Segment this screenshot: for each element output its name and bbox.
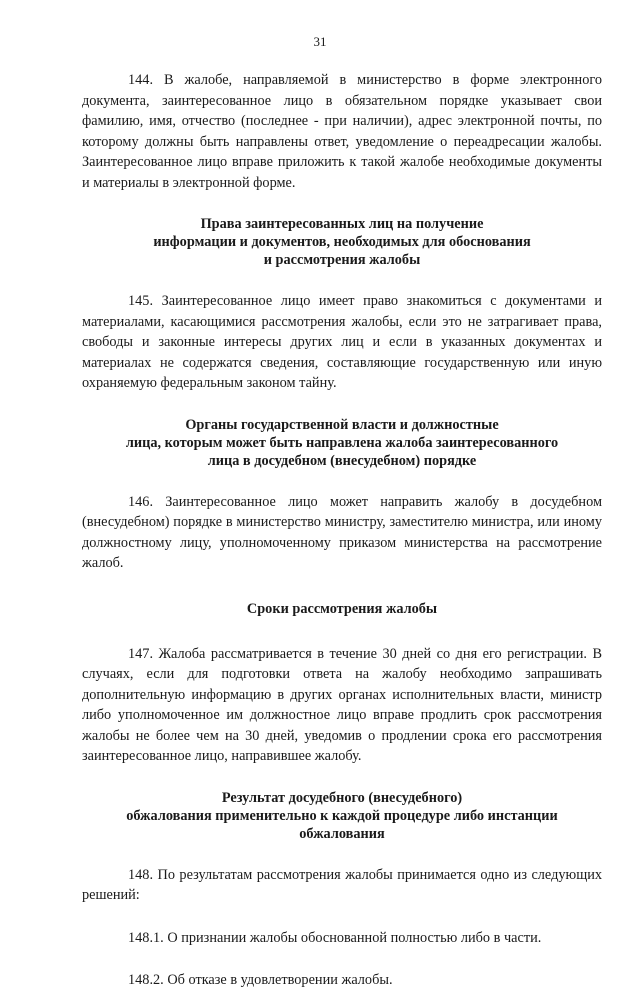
document-body	[82, 70, 602, 991]
heading-line: информации и документов, необходимых для обоснования	[153, 234, 531, 250]
heading-line: обжалования	[299, 825, 385, 842]
paragraph-145: 145. Заинтересованное лицо имеет право знакомиться с документами и материалами, касающимися рассмотрения жалобы, если это не затрагивает права, свободы и законные интересы других лиц и если в указанных документах и материалах не содержатся сведения, составляющие государственную или иную охраняемую федеральным законом тайну.	[82, 293, 602, 391]
heading-rights-to-information	[82, 215, 602, 269]
heading-line: Сроки рассмотрения жалобы	[246, 600, 438, 617]
heading-line: и рассмотрения жалобы	[263, 252, 421, 268]
heading-line: Права заинтересованных лиц на получение	[200, 216, 484, 232]
paragraph-148-1: 148.1. О признании жалобы обоснованной полностью либо в части.	[128, 929, 542, 946]
paragraph-148-2: 148.2. Об отказе в удовлетворении жалобы.	[128, 972, 393, 988]
page-number: 31	[313, 34, 327, 49]
heading-authorities	[82, 416, 602, 470]
heading-line: обжалования применительно к каждой процедуре либо инстанции	[126, 807, 558, 824]
heading-line: лица, которым может быть направлена жалоба заинтересованного	[125, 434, 559, 451]
paragraph-144: 144. В жалобе, направляемой в министерство в форме электронного документа, заинтересованное лицо в обязательном порядке указывает свои фамилию, имя, отчество (последнее - при наличии), адрес электронной почты, по которому должны быть направлены ответ, уведомление о переадресации жалобы. Заинтересованное лицо вправе приложить к такой жалобе необходимые документы и материалы в электронной форме.	[82, 72, 602, 191]
heading-line: Органы государственной власти и должностные	[185, 416, 499, 433]
heading-line: Результат досудебного (внесудебного)	[221, 789, 463, 806]
heading-appeal-result	[82, 789, 602, 843]
heading-line: лица в досудебном (внесудебном) порядке	[207, 452, 477, 469]
paragraph-146: 146. Заинтересованное лицо может направить жалобу в досудебном (внесудебном) порядке в министерство министру, заместителю министра, или иному должностному лицу, уполномоченному приказом министерства на рассмотрение жалоб.	[82, 493, 602, 571]
paragraph-148: 148. По результатам рассмотрения жалобы принимается одно из следующих решений:	[82, 866, 602, 903]
paragraph-147: 147. Жалоба рассматривается в течение 30 дней со дня его регистрации. В случаях, если для подготовки ответа на жалобу необходимо запрашивать дополнительную информацию в других органах исполнительных власти, министр либо уполномоченное им должностное лицо вправе продлить срок рассмотрения жалобы не более чем на 30 дней, уведомив о продлении срока его рассмотрения заинтересованное лицо, направившее жалобу.	[82, 645, 602, 764]
heading-review-terms	[82, 600, 602, 618]
